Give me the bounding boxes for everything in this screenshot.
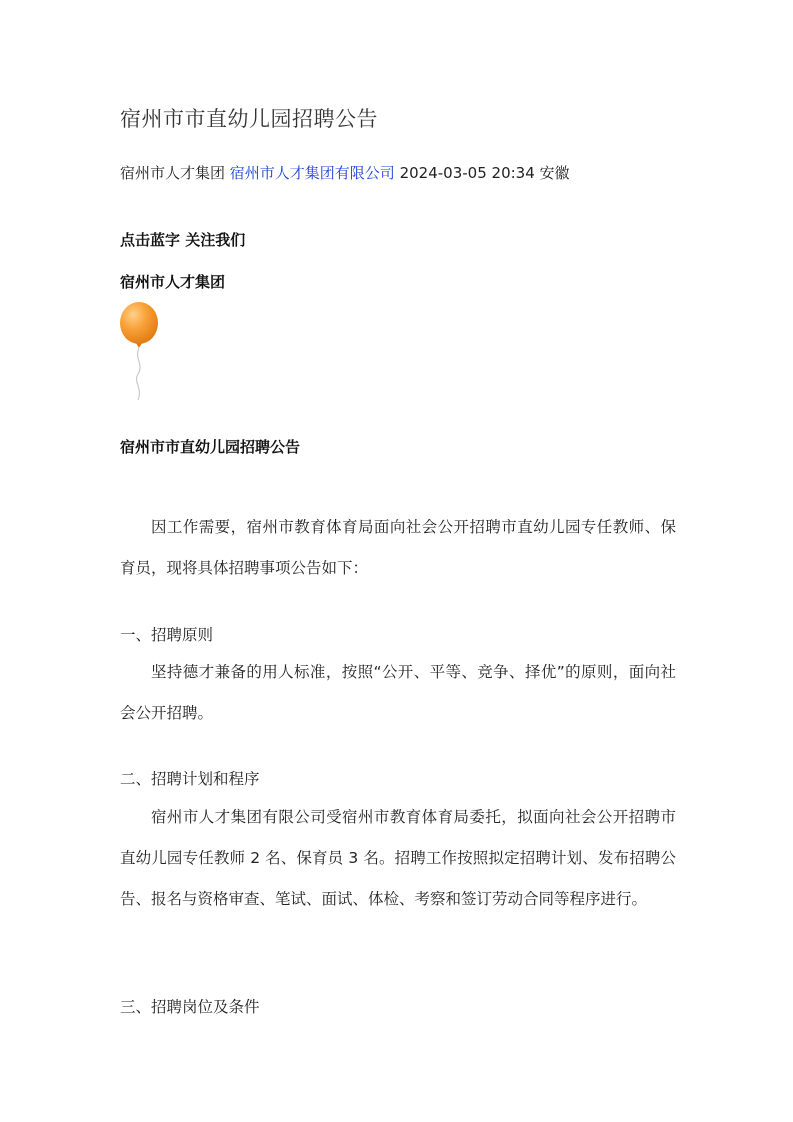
section-heading-principles: 一、招聘原则 bbox=[120, 626, 214, 644]
balloon-string bbox=[137, 348, 140, 400]
balloon-icon bbox=[116, 300, 164, 402]
section-heading-positions: 三、招聘岗位及条件 bbox=[120, 998, 260, 1016]
section-body-principles: 坚持德才兼备的用人标准，按照“公开、平等、竞争、择优”的原则，面向社会公开招聘。 bbox=[120, 663, 676, 722]
intro-paragraph: 因工作需要，宿州市教育体育局面向社会公开招聘市直幼儿园专任教师、保育员，现将具体招聘事项公告如下： bbox=[120, 518, 676, 577]
article-title: 宿州市市直幼儿园招聘公告 bbox=[120, 107, 378, 131]
article-meta bbox=[120, 162, 570, 183]
publish-datetime: 2024-03-05 20:34 bbox=[399, 164, 535, 182]
section-body-plan: 宿州市人才集团有限公司受宿州市教育体育局委托，拟面向社会公开招聘市直幼儿园专任教师 2 名、保育员 3 名。招聘工作按照拟定招聘计划、发布招聘公告、报名与资格审查、笔试、面试、体检、考察和签订劳动合同等程序进行。 bbox=[120, 808, 676, 908]
balloon-body bbox=[120, 302, 158, 344]
subtitle: 宿州市市直幼儿园招聘公告 bbox=[120, 438, 301, 456]
org-name: 宿州市人才集团 bbox=[120, 273, 226, 291]
section-heading-plan: 二、招聘计划和程序 bbox=[120, 770, 260, 788]
author-name: 宿州市人才集团 bbox=[120, 164, 226, 182]
follow-prompt: 点击蓝字 关注我们 bbox=[120, 231, 246, 249]
publish-location: 安徽 bbox=[539, 164, 570, 182]
account-link[interactable]: 宿州市人才集团有限公司 bbox=[229, 164, 395, 182]
balloon-knot bbox=[136, 343, 142, 348]
